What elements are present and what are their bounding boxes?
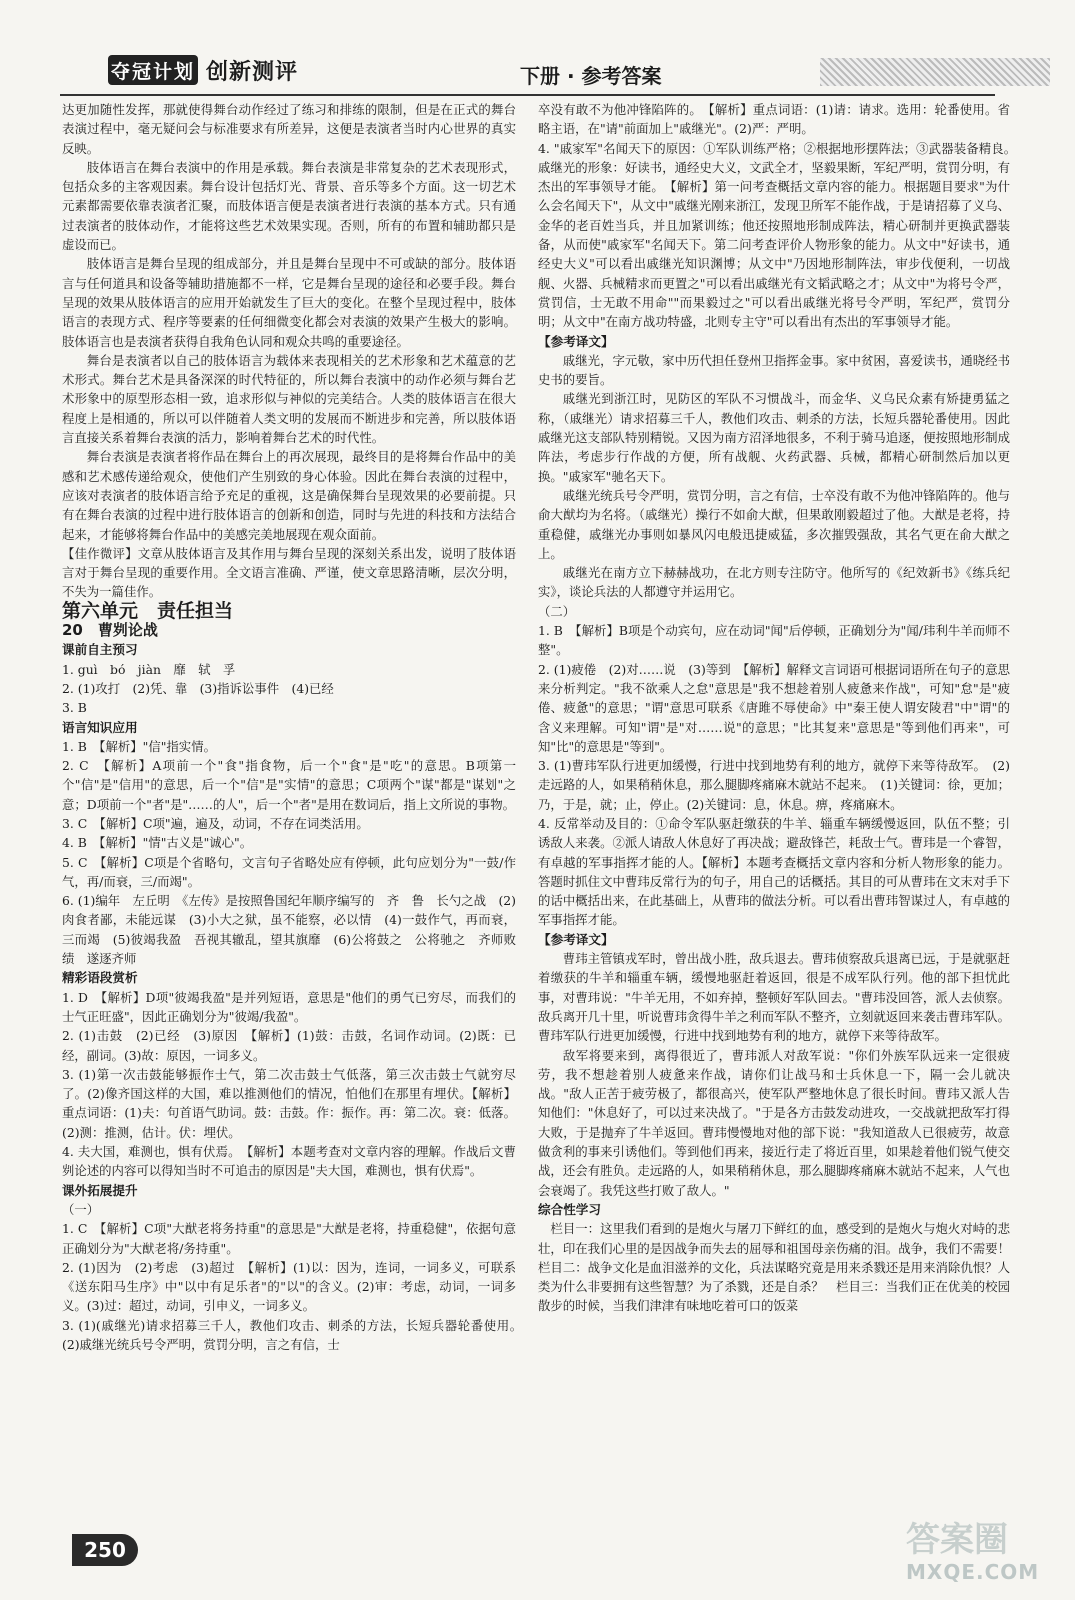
paragraph: 戚继光在南方立下赫赫战功，在北方则专注防守。他所写的《纪效新书》《练兵纪实》，谈论兵法的人都遵守并运用它。 xyxy=(538,565,1010,600)
paragraph: 达更加随性发挥，那就使得舞台动作经过了练习和排练的限制，但是在正式的舞台表演过程中，毫无疑问会与标准要求有所差异，这便是表演者当时内心世界的真实反映。 xyxy=(62,102,516,156)
header-pattern xyxy=(820,58,1050,86)
paragraph: 2. (1)击鼓 (2)已经 (3)原因 【解析】(1)鼓：击鼓，名词作动词。(2)既：已经，副词。(3)故：原因，一词多义。 xyxy=(62,1028,516,1063)
paragraph: 2. C 【解析】A项前一个"食"指食物，后一个"食"是"吃"的意思。B项第一个"信"是"信用"的意思，后一个"信"是"实情"的意思；C项两个"谋"都是"谋划"之意；D项前一个"者"是"……的人"，后一个"者"是用在数词后，指上文所说的事物。 xyxy=(62,758,516,812)
paragraph: 6. (1)编年 左丘明 《左传》是按照鲁国纪年顺序编写的 齐 鲁 长勺之战 (2)肉食者鄙，未能远谋 (3)小大之狱，虽不能察，必以情 (4)一鼓作气，再而衰，三而竭 (5)彼竭我盈 吾视其辙乱，望其旗靡 (6)公将鼓之 公将驰之 齐师败绩 遂逐齐师 xyxy=(62,893,516,967)
section-heading: 【参考译文】 xyxy=(538,333,614,349)
paragraph: 栏目一：这里我们看到的是炮火与屠刀下鲜红的血，感受到的是炮火与炮火对峙的悲壮，印在我们心里的是因战争而失去的屈辱和祖国母亲伤痛的泪。战争，我们不需要！ 栏目二：战争文化是血泪滋养的文化，兵法谋略究竟是用来杀戮还是用来消除仇恨？人类为什么非要拥有这些智慧？为了杀戮，还是自杀？ 栏目三：当我们正在优美的校园散步的时候，当我们津津有味地吃着可口的饭菜 xyxy=(538,1221,1023,1314)
page-number: 250 xyxy=(72,1534,138,1566)
section-heading: 综合性学习 xyxy=(538,1201,601,1217)
paragraph: 3. B xyxy=(62,700,87,716)
logo-mark: 夺冠计划 xyxy=(108,55,198,85)
page-header xyxy=(60,48,995,96)
paragraph: 舞台是表演者以自己的肢体语言为载体来表现相关的艺术形象和艺术蕴意的艺术形式。舞台艺术是具备深深的时代特征的，所以舞台表演中的动作必须与舞台艺术形象中的原型形态相一致，追求形似与神似的完美结合。人类的肢体语言在很大程度上是相通的，所以可以伴随着人类文明的发展而不断进步和完善，所以肢体语言直接关系着舞台表演的活力，影响着舞台艺术的时代性。 xyxy=(62,352,516,446)
paragraph: 4. 反常举动及目的：①命令军队驱赶缴获的牛羊、辎重车辆缓慢返回，队伍不整；引诱敌人来袭。②派人请敌人休息好了再决战；避敌锋芒，耗敌士气。曹玮是一个睿智，有卓越的军事指挥才能的人。【解析】本题考查概括文章内容和分析人物形象的能力。答题时抓住文中曹玮反常行为的句子，用自己的话概括。其目的可从曹玮在文末对手下的话中概括出来，在此基础上，从曹玮的做法分析。可以看出曹玮智谋过人，有卓越的军事指挥才能。 xyxy=(538,815,1010,928)
paragraph: 戚继光，字元敬，家中历代担任登州卫指挥金事。家中贫困，喜爱读书，通晓经书史书的要旨。 xyxy=(538,352,1010,388)
paragraph: 2. (1)攻打 (2)凭、靠 (3)指诉讼事件 (4)已经 xyxy=(62,680,334,696)
paragraph: 3. (1)(戚继光)请求招募三千人，教他们攻击、刺杀的方法，长短兵器轮番使用。 (2)戚继光统兵号令严明，赏罚分明，言之有信，士 xyxy=(62,1317,529,1352)
paragraph: 2. (1)疲倦 (2)对……说 (3)等到 【解析】解释文言词语可根据词语所在句子的意思来分析判定。"我不欲乘人之怠"意思是"我不想趁着别人疲惫来作战"，可知"怠"是"疲倦、疲惫"的意思；"谓"意思可联系《唐雎不辱使命》中"秦王使人谓安陵君"中"谓"的含义来理解。可知"谓"是"对……说"的意思；"比其复来"意思是"等到他们再来"，可知"比"的意思是"等到"。 xyxy=(538,661,1010,754)
paragraph: 4. "戚家军"名闻天下的原因：①军队训练严格；②根据地形摆阵法；③武器装备精良。 戚继光的形象：好读书，通经史大义，文武全才，坚毅果断，军纪严明，赏罚分明，有杰出的军事领导才能。 【解析】第一问考查概括文章内容的能力。根据题目要求"为什么会名闻天下"，从文中"戚继光刚来浙江，发现卫所军不能作战，于是请招募了义乌、金华的老百姓当兵，并且加紧训练；他还按照地形制成阵法，精心研制并更换武器装备，从而使"戚家军"名闻天下。第二问考查评价人物形象的能力。从文中"好读书，通经史大义"可以看出戚继光知识渊博；从文中"乃因地形制阵法，审步伐便利，一切战舰、火器、兵械精求而更置之"可以看出戚继光有文韬武略之才；从文中"为将号令严，赏罚信，士无敢不用命""而果毅过之"可以看出戚继光将号令严明，军纪严，赏罚分明；从文中"在南方战功特盛，北则专主守"可以看出有杰出的军事领导才能。 xyxy=(538,140,1023,330)
logo xyxy=(108,52,318,88)
paragraph: 3. C 【解析】C项"遍，遍及，动词，不存在词类活用。 xyxy=(62,815,369,831)
paragraph: 5. C 【解析】C项是个省略句，文言句子省略处应有停顿，此句应划分为"一鼓/作气，再/而衰，三/而竭"。 xyxy=(62,854,516,889)
paragraph: 舞台表演是表演者将作品在舞台上的再次展现，最终目的是将舞台作品中的美感和艺术感传递给观众，使他们产生别致的身心体验。因此在舞台表演的过程中，应该对表演者的肢体语言给予充足的重视，这是确保舞台呈现效果的必要前提。只有在舞台表演的过程中进行肢体语言的创新和创造，同时与先进的科技和方法结合起来，才能够将舞台作品中的美感完美地展现在观众面前。 xyxy=(62,449,516,542)
header-title: 下册 · 参考答案 xyxy=(520,64,662,88)
paragraph: 1. B 【解析】B项是个动宾句，应在动词"闻"后停顿，正确划分为"闻/玮利牛羊而师不整"。 xyxy=(538,623,1010,658)
paragraph: 戚继光到浙江时，见防区的军队不习惯战斗，而金华、义乌民众素有矫捷勇猛之称，（戚继光）请求招募三千人，教他们攻击、刺杀的方法，长短兵器轮番使用。因此戚继光这支部队特别精锐。又因为南方沼泽地很多，不利于骑马追逐，便按照地形制成阵法，考虑步行作战的方便，所有战舰、火药武器、兵械，都精心研制然后加以更换。"戚家军"驰名天下。 xyxy=(538,391,1010,484)
paragraph: 肢体语言是舞台呈现的组成部分，并且是舞台呈现中不可或缺的部分。肢体语言与任何道具和设备等辅助措施都不一样，它是舞台呈现的途径和必要手段。舞台呈现的效果从肢体语言的应用开始就发生了巨大的变化。在整个呈现过程中，肢体语言的表现方式、程序等要素的任何细微变化都会对表演的效果产生极大的影响。肢体语言也是表演者获得自我角色认同和观众共鸣的重要途径。 xyxy=(62,256,516,349)
watermark-url: MXQE.COM xyxy=(906,1560,1040,1584)
paragraph: 【佳作微评】文章从肢体语言及其作用与舞台呈现的深刻关系出发，说明了肢体语言对于舞台呈现的重要作用。全文语言准确、严谨，使文章思路清晰，层次分明，不失为一篇佳作。 xyxy=(62,545,516,600)
section-heading: 课前自主预习 xyxy=(62,642,138,658)
paragraph: 1. C 【解析】C项"大猷老将务持重"的意思是"大猷是老将，持重稳健"，依据句意正确划分为"大猷老将/务持重"。 xyxy=(62,1221,516,1256)
watermark xyxy=(906,1520,1056,1590)
paragraph: 2. (1)因为 (2)考虑 (3)超过 【解析】(1)以：因为，连词，一词多义，可联系《送东阳马生序》中"以中有足乐者"的"以"的含义。(2)审：考虑，动词，一词多义。(3)过：超过，动词，引申义，一词多义。 xyxy=(62,1259,516,1314)
paragraph: 肢体语言在舞台表演中的作用是承载。舞台表演是非常复杂的艺术表现形式，包括众多的主客观因素。舞台设计包括灯光、背景、音乐等多个方面。这一切艺术元素都需要依靠表演者汇聚，而肢体语言便是表演者进行表演的基本方式。只有通过表演者的肢体动作，才能将这些艺术效果实现。否则，所有的布置和辅助都只是虚设而已。 xyxy=(62,159,516,253)
lesson-title: 20 曹刿论战 xyxy=(62,621,158,640)
unit-title: 第六单元 责任担当 xyxy=(62,599,234,622)
watermark-logo: 答案圈 xyxy=(906,1520,1008,1560)
paragraph: 1. B 【解析】"信"指实情。 xyxy=(62,738,216,754)
paragraph: 戚继光统兵号令严明，赏罚分明，言之有信，士卒没有敢不为他冲锋陷阵的。他与俞大猷均为名将。（戚继光）操行不如俞大猷，但果敢刚毅超过了他。大猷是老将，持重稳健，戚继光办事则如暴风闪电般迅捷威猛，多次摧毁强敌，其名气更在俞大猷之上。 xyxy=(538,487,1010,561)
subsection-marker: （一） xyxy=(62,1201,100,1217)
paragraph: 曹玮主管镇戎军时，曾出战小胜，敌兵退去。曹玮侦察敌兵退离已远，于是就驱赶着缴获的牛羊和辎重车辆，缓慢地驱赶着返回，很是不成军队行列。他的部下担忧此事，对曹玮说："牛羊无用，不如弃掉，整顿好军队回去。"曹玮没回答，派人去侦察。敌兵离开几十里，听说曹玮贪得牛羊之利而军队不整齐，立刻就返回来袭击曹玮军队。曹玮军队行进更加缓慢，行进中找到地势有利的地方，就停下来等待敌军。 xyxy=(538,951,1010,1044)
paragraph: 1. D 【解析】D项"彼竭我盈"是并列短语，意思是"他们的勇气已穷尽，而我们的士气正旺盛"，因此正确划分为"彼竭/我盈"。 xyxy=(62,989,516,1024)
right-column xyxy=(538,100,1023,1316)
paragraph: 敌军将要来到，离得很近了，曹玮派人对敌军说："你们外族军队远来一定很疲劳，我不想趁着别人疲惫来作战，请你们让战马和士兵休息一下，隔一会儿就决战。"敌人正苦于疲劳极了，都很高兴，使军队严整地休息了很长时间。曹玮又派人告知他们："休息好了，可以过来决战了。"于是各方击鼓发动进攻，一交战就把敌军打得大败，于是抛弃了牛羊返回。曹玮慢慢地对他的部下说："我知道敌人已很疲劳，故意做贪利的事来引诱他们。等到他们再来，接近行走了将近百里，如果趁着他们锐气使交战，还会有胜负。走远路的人，如果稍稍休息，那么腿脚疼痛麻木就站不起来，人气也会衰竭了。我凭这些打败了敌人。" xyxy=(538,1047,1010,1198)
paragraph: 4. B 【解析】"情"古义是"诚心"。 xyxy=(62,835,253,851)
paragraph: 4. 夫大国，难测也，惧有伏焉。 【解析】本题考查对文章内容的理解。作战后文曹刿论述的内容可以得知当时不可追击的原因是"夫大国，难测也，惧有伏焉"。 xyxy=(62,1144,516,1179)
section-heading: 【参考译文】 xyxy=(538,931,614,947)
subsection-marker: （二） xyxy=(538,603,576,619)
logo-subtitle: 创新测评 xyxy=(206,59,299,85)
section-heading: 语言知识应用 xyxy=(62,719,138,735)
section-heading: 精彩语段赏析 xyxy=(62,970,138,986)
header-rule xyxy=(60,94,995,96)
paragraph: 卒没有敢不为他冲锋陷阵的。 【解析】重点词语：(1)请：请求。选用：轮番使用。省略主语，在"请"前面加上"戚继光"。(2)严：严明。 xyxy=(538,102,1010,137)
section-heading: 课外拓展提升 xyxy=(62,1182,138,1198)
paragraph: 3. (1)曹玮军队行进更加缓慢，行进中找到地势有利的地方，就停下来等待敌军。 (2)走远路的人，如果稍稍休息，那么腿脚疼痛麻木就站不起来。 (1)关键词：徐，更加；乃，于是，就；止，停止。(2)关键词：息，休息。痹，疼痛麻木。 xyxy=(538,758,1010,812)
left-column xyxy=(62,100,529,1354)
paragraph: 1. guì bó jiàn 靡 轼 孚 xyxy=(62,661,236,677)
paragraph: 3. (1)第一次击鼓能够振作士气，第二次击鼓士气低落，第三次击鼓士气就穷尽了。(2)像齐国这样的大国，难以推测他们的情况，怕他们在那里有埋伏。【解析】重点词语：(1)夫：句首语气助词。鼓：击鼓。作：振作。再：第二次。衰：低落。(2)测：推测，估计。伏：埋伏。 xyxy=(62,1066,516,1140)
